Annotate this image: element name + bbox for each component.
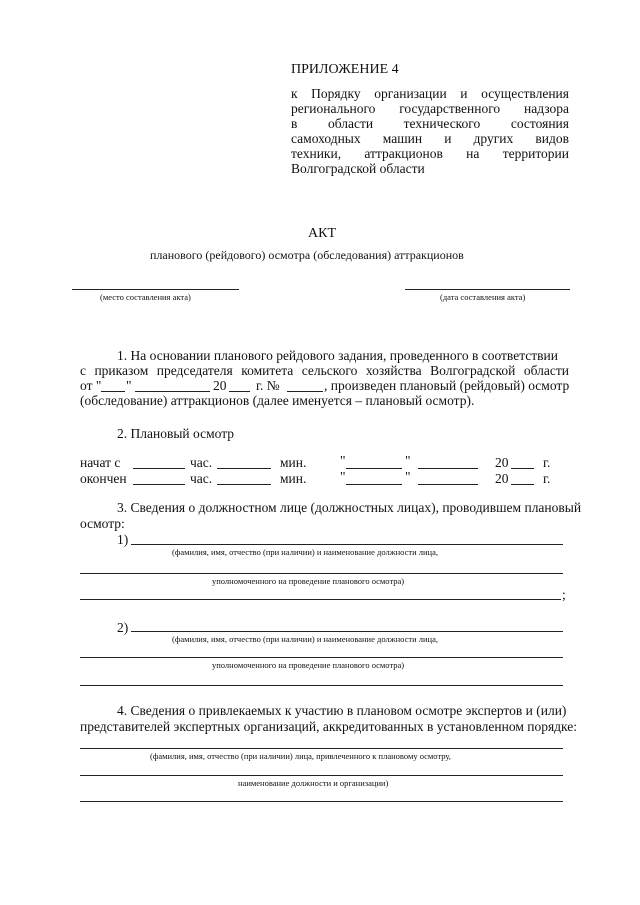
start-year-field[interactable] [511,468,534,469]
section1-line3-number-label: г. № [256,378,280,393]
end-minutes-label: мин. [280,471,307,486]
start-hours-field[interactable] [133,468,185,469]
start-label: начат с [80,455,121,470]
document-subtitle: планового (рейдового) осмотра (обследования) аттракционов [150,248,464,262]
section1-line3-quote: " [126,378,132,393]
appendix-ref-line: самоходных машин и других видов [291,131,569,146]
section1-line4: (обследование) аттракционов (далее именуется – плановый осмотр). [80,393,475,408]
inspector-2-caption-b: уполномоченного на проведение планового осмотра) [212,660,405,670]
inspector-2-caption-a: (фамилия, имя, отчество (при наличии) и наименование должности лица, [172,634,438,644]
end-year-prefix: 20 [495,471,509,486]
start-month-field[interactable] [418,468,478,469]
inspector-2-name-field[interactable] [131,631,563,632]
start-quote-close: " [405,453,411,468]
inspector-1-caption-b: уполномоченного на проведение планового осмотра) [212,576,405,586]
start-hours-label: час. [190,455,213,470]
expert-caption-a: (фамилия, имя, отчество (при наличии) лица, привлеченного к плановому осмотру, [150,751,451,761]
end-year-suffix: г. [543,471,551,486]
expert-field-1[interactable] [80,748,563,749]
expert-caption-b: наименование должности и организации) [238,778,389,788]
inspector-2-number: 2) [117,620,129,635]
place-caption: (место составления акта) [100,292,191,302]
inspector-1-number: 1) [117,532,129,547]
place-field-line[interactable] [72,289,239,290]
appendix-ref-line: техники, аттракционов на территории [291,146,569,161]
start-year-prefix: 20 [495,455,509,470]
order-day-field[interactable] [101,391,125,392]
appendix-ref-line: Волгоградской области [291,161,425,176]
end-quote-open: " [340,469,346,484]
appendix-reference [291,86,569,176]
appendix-title: ПРИЛОЖЕНИЕ 4 [291,62,399,77]
section4-line2: представителей экспертных организаций, аккредитованных в установленном порядке: [80,719,578,734]
section1-line3-start: от " [80,378,102,393]
section3-line1: 3. Сведения о должностном лице (должностных лицах), проводившем плановый [117,500,582,515]
section1-line2: с приказом председателя комитета сельского хозяйства Волгоградской области [80,363,569,378]
inspector-1-field-2[interactable] [80,573,563,574]
start-quote-open: " [340,453,346,468]
order-year-field[interactable] [229,391,250,392]
order-month-field[interactable] [135,391,210,392]
date-field-line[interactable] [405,289,570,290]
inspector-1-name-field[interactable] [131,544,563,545]
date-caption: (дата составления акта) [440,292,526,302]
section1-line3-year: 20 [213,378,227,393]
end-minutes-field[interactable] [217,484,271,485]
appendix-ref-line: регионального государственного надзора [291,101,569,116]
start-minutes-label: мин. [280,455,307,470]
end-day-field[interactable] [346,484,402,485]
start-year-suffix: г. [543,455,551,470]
inspector-1-caption-a: (фамилия, имя, отчество (при наличии) и наименование должности лица, [172,547,438,557]
section3-line2: осмотр: [80,516,125,531]
inspector-1-semicolon: ; [562,587,566,602]
inspector-2-field-2[interactable] [80,657,563,658]
section4-line1: 4. Сведения о привлекаемых к участию в плановом осмотре экспертов и (или) [117,703,567,718]
appendix-ref-line: к Порядку организации и осуществления [291,86,569,101]
start-day-field[interactable] [346,468,402,469]
end-year-field[interactable] [511,484,534,485]
expert-field-2[interactable] [80,775,563,776]
order-number-field[interactable] [287,391,323,392]
end-month-field[interactable] [418,484,478,485]
section1-line3-end: , произведен плановый (рейдовый) осмотр [324,378,570,393]
section1-line1: 1. На основании планового рейдового задания, проведенного в соответствии [117,348,558,363]
start-minutes-field[interactable] [217,468,271,469]
expert-field-3[interactable] [80,801,563,802]
end-hours-label: час. [190,471,213,486]
end-label: окончен [80,471,127,486]
inspector-1-field-3[interactable] [80,599,561,600]
end-hours-field[interactable] [133,484,185,485]
document-title: АКТ [308,226,336,241]
section2-heading: 2. Плановый осмотр [117,426,235,441]
inspector-2-field-3[interactable] [80,685,563,686]
end-quote-close: " [405,469,411,484]
appendix-ref-line: в области технического состояния [291,116,569,131]
